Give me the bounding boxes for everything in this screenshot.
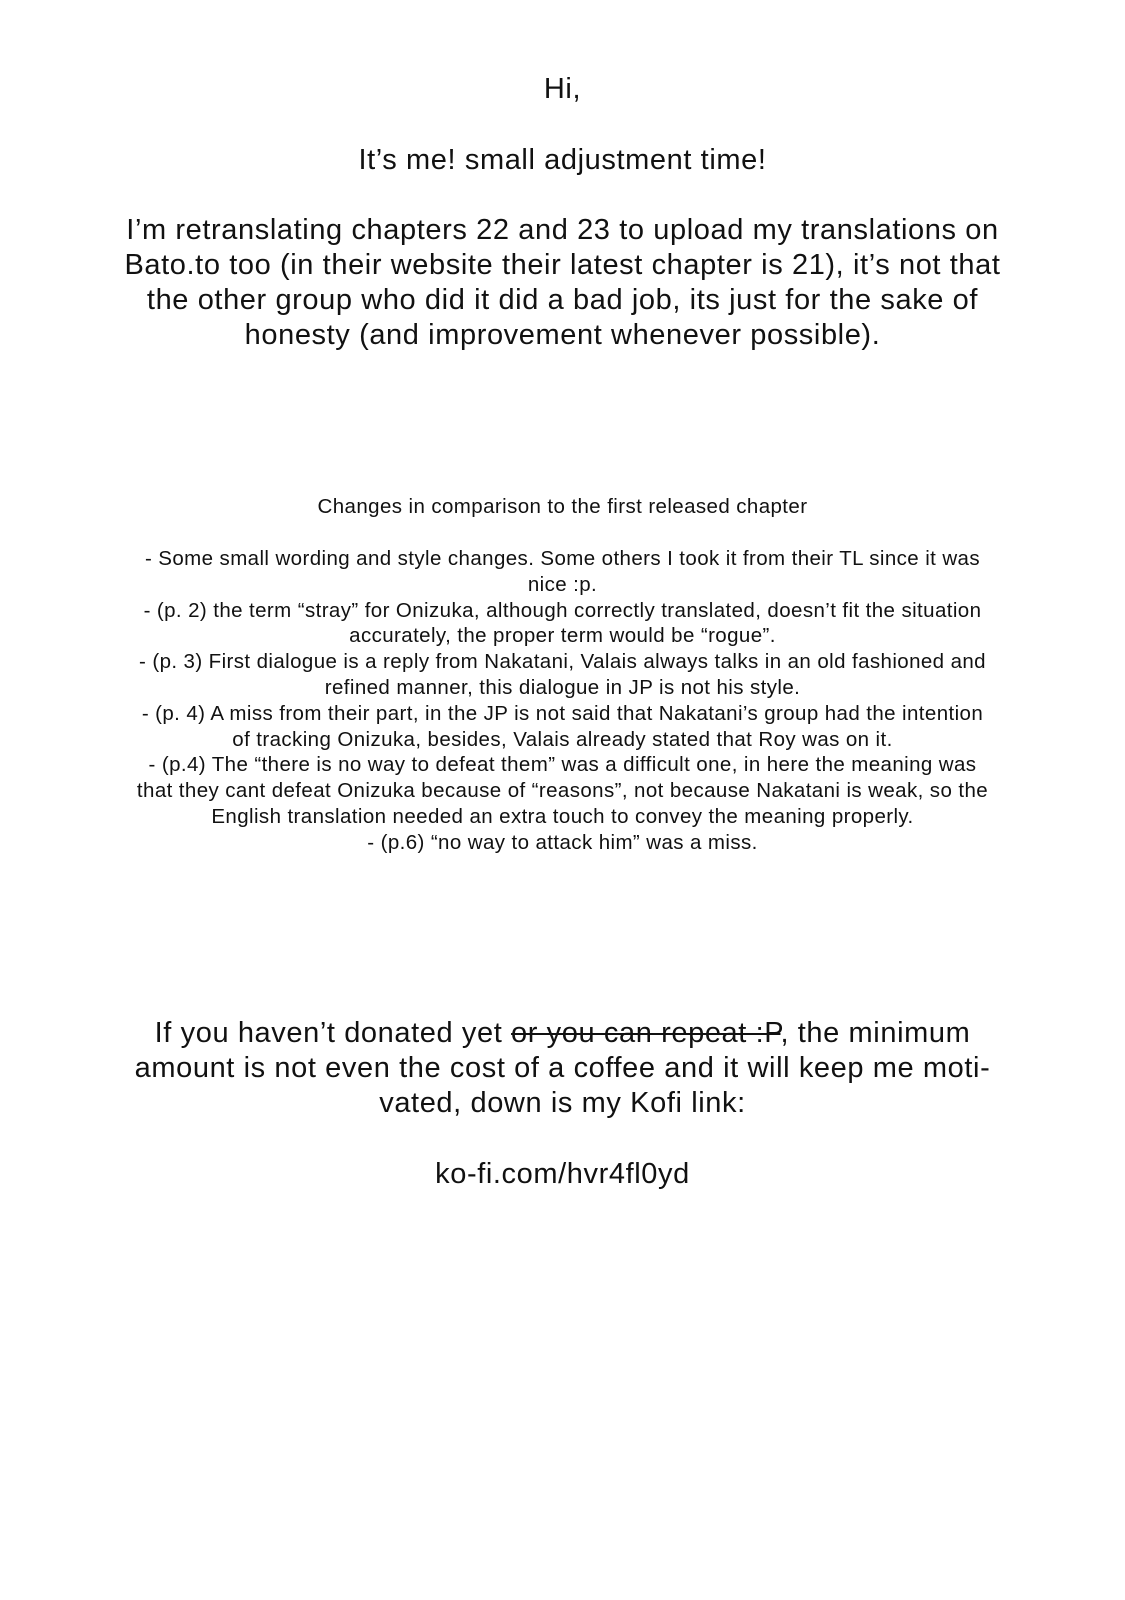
changes-list — [60, 546, 1065, 856]
donation-line-2: amount is not even the cost of a coffee and it will keep me moti- — [134, 1052, 991, 1084]
change-line: of tracking Onizuka, besides, Valais already stated that Roy was on it. — [232, 727, 893, 751]
intro-line: honesty (and improvement whenever possible). — [244, 319, 881, 351]
donation-text: , the minimum — [780, 1017, 971, 1049]
change-item — [60, 752, 1065, 829]
donation-paragraph — [60, 1016, 1065, 1121]
donation-text: If you haven’t donated yet — [154, 1017, 512, 1049]
change-line: - (p. 2) the term “stray” for Onizuka, although correctly translated, doesn’t fit the situation — [143, 598, 982, 622]
change-line: English translation needed an extra touch to convey the meaning properly. — [211, 804, 914, 828]
change-line: nice :p. — [527, 572, 598, 596]
change-item — [60, 546, 1065, 598]
struck-text: or you can repeat :P — [511, 1017, 781, 1049]
intro-line: the other group who did it did a bad job, its just for the sake of — [146, 284, 979, 316]
change-item — [60, 649, 1065, 701]
change-line: accurately, the proper term would be “rogue”. — [349, 624, 776, 648]
change-line: refined manner, this dialogue in JP is not his style. — [324, 675, 801, 699]
change-line: - (p.4) The “there is no way to defeat them” was a difficult one, in here the meaning was — [148, 753, 977, 777]
kofi-link[interactable]: ko-fi.com/hvr4fl0yd — [435, 1158, 690, 1190]
subtitle: It’s me! small adjustment time! — [358, 144, 767, 176]
changes-heading: Changes in comparison to the first released chapter — [317, 495, 808, 518]
change-line: - Some small wording and style changes. Some others I took it from their TL since it was — [144, 547, 981, 570]
intro-line: I’m retranslating chapters 22 and 23 to upload my translations on — [126, 214, 999, 246]
donation-line-1 — [60, 1016, 1065, 1051]
change-item — [60, 598, 1065, 650]
change-line: that they cant defeat Onizuka because of “reasons”, not because Nakatani is weak, so the — [136, 779, 989, 803]
change-line: - (p.6) “no way to attack him” was a miss. — [367, 830, 758, 854]
donation-line-3: vated, down is my Kofi link: — [379, 1087, 746, 1119]
change-item — [60, 830, 1065, 856]
change-item — [60, 701, 1065, 753]
intro-line: Bato.to too (in their website their latest chapter is 21), it’s not that — [124, 249, 1001, 281]
intro-paragraph — [60, 213, 1065, 353]
change-line: - (p. 3) First dialogue is a reply from Nakatani, Valais always talks in an old fashioned and — [139, 650, 986, 674]
change-line: - (p. 4) A miss from their part, in the JP is not said that Nakatani’s group had the intention — [141, 701, 984, 725]
greeting: Hi, — [543, 73, 582, 105]
